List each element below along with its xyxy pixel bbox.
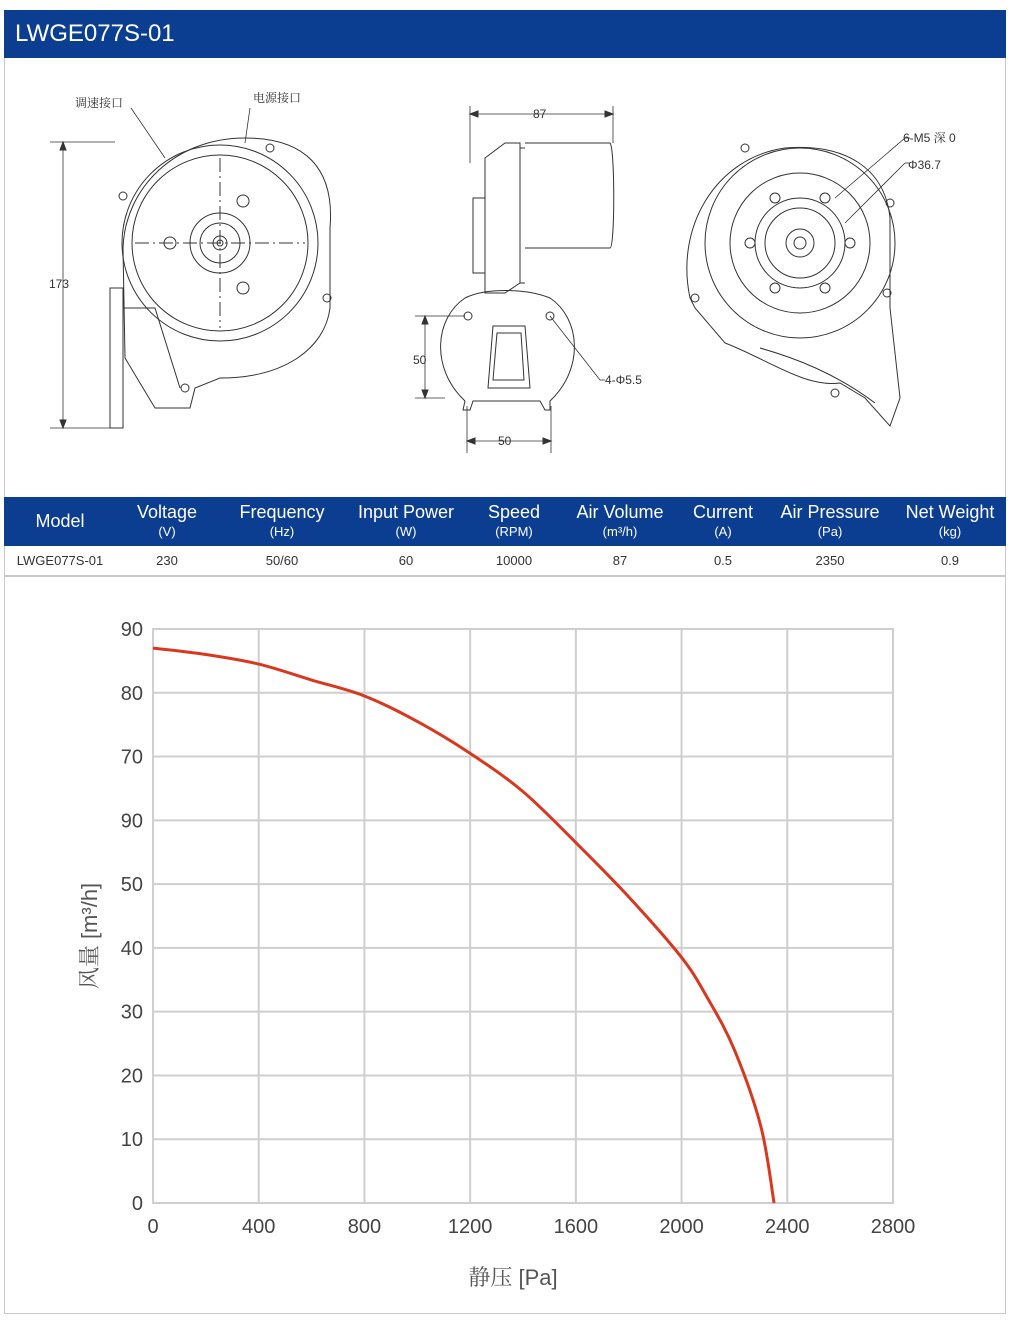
- spec-header-unit: (Hz): [269, 524, 295, 539]
- spec-cell-1: 230: [156, 553, 178, 568]
- x-tick-label: 1200: [447, 1216, 493, 1238]
- front-view-drawing: [50, 108, 331, 428]
- title-bar: [4, 10, 1006, 58]
- y-tick-label: 90: [120, 810, 143, 833]
- spec-header-0: [5, 497, 115, 532]
- spec-header-6: [678, 497, 768, 539]
- spec-cell-4: 10000: [495, 553, 533, 568]
- mount-width-dimension: 50: [498, 434, 512, 448]
- spec-header-label: Voltage: [136, 502, 198, 522]
- y-axis-label: 风量 [m³/h]: [77, 882, 102, 990]
- spec-header-3: [344, 497, 468, 539]
- y-tick-label: 40: [120, 937, 143, 960]
- spec-cell-8: 0.9: [940, 553, 960, 568]
- spec-header-label: Air Pressure: [780, 502, 880, 522]
- y-tick-label: 20: [120, 1065, 143, 1088]
- y-tick-label: 30: [120, 1001, 143, 1024]
- spec-table-header: [4, 497, 1006, 546]
- page-title: LWGE077S-01: [15, 20, 175, 47]
- spec-header-label: Current: [692, 502, 754, 522]
- x-tick-label: 800: [347, 1216, 382, 1238]
- spec-header-unit: (W): [395, 524, 417, 539]
- x-tick-label: 2800: [870, 1216, 916, 1238]
- spec-cell-7: 2350: [815, 553, 845, 568]
- side-view-drawing: [415, 106, 614, 453]
- y-tick-label: 10: [120, 1129, 143, 1152]
- speed-port-label: 调速接口: [75, 96, 124, 110]
- y-tick-label: 70: [120, 746, 143, 769]
- spec-header-unit: (A): [714, 524, 732, 539]
- spec-header-8: [894, 497, 1006, 539]
- spec-header-label: Air Volume: [576, 502, 664, 522]
- spec-cell-6: 0.5: [713, 553, 733, 568]
- spec-header-1: [117, 497, 217, 539]
- x-tick-label: 0: [147, 1216, 159, 1238]
- spec-header-5: [565, 497, 675, 539]
- spec-header-unit: (RPM): [495, 524, 533, 539]
- spec-header-unit: (Pa): [817, 524, 843, 539]
- mount-height-dimension: 50: [413, 353, 427, 367]
- spec-header-label: Speed: [487, 502, 541, 522]
- x-axis-label: 静压 [Pa]: [468, 1265, 558, 1290]
- performance-chart: [5, 577, 1005, 1313]
- spec-header-label: Frequency: [239, 502, 325, 522]
- x-tick-label: 2000: [659, 1216, 704, 1238]
- power-port-label: 电源接口: [253, 91, 302, 105]
- spec-header-unit: (V): [158, 524, 176, 539]
- holes-label: 4-Φ5.5: [605, 373, 642, 387]
- height-dimension: 173: [49, 277, 70, 291]
- x-tick-label: 2400: [765, 1216, 810, 1238]
- spec-header-label: Input Power: [357, 502, 455, 522]
- spec-header-label: Model: [35, 511, 85, 531]
- y-tick-label: 90: [120, 619, 143, 641]
- spec-header-2: [222, 497, 342, 539]
- spec-table-row: [4, 546, 1006, 576]
- spec-cell-0: LWGE077S-01: [16, 553, 104, 568]
- spec-header-unit: (m³/h): [602, 524, 638, 539]
- screws-label: 6-M5 深 0: [903, 131, 956, 145]
- y-tick-label: 50: [120, 874, 143, 897]
- technical-drawing: [5, 58, 1005, 496]
- depth-dimension: 87: [533, 107, 547, 121]
- spec-cell-3: 60: [398, 553, 414, 568]
- diameter-label: Φ36.7: [908, 158, 941, 172]
- plot-area: [153, 629, 893, 1203]
- y-tick-label: 0: [131, 1193, 143, 1215]
- x-tick-label: 1600: [553, 1216, 599, 1238]
- spec-header-label: Net Weight: [905, 502, 995, 522]
- spec-header-unit: (kg): [938, 524, 962, 539]
- spec-header-4: [469, 497, 559, 539]
- spec-header-7: [770, 497, 890, 539]
- rear-view-drawing: [687, 138, 910, 426]
- x-tick-label: 400: [242, 1216, 276, 1238]
- spec-cell-2: 50/60: [265, 553, 299, 568]
- spec-cell-5: 87: [612, 553, 628, 568]
- y-tick-label: 80: [120, 682, 143, 705]
